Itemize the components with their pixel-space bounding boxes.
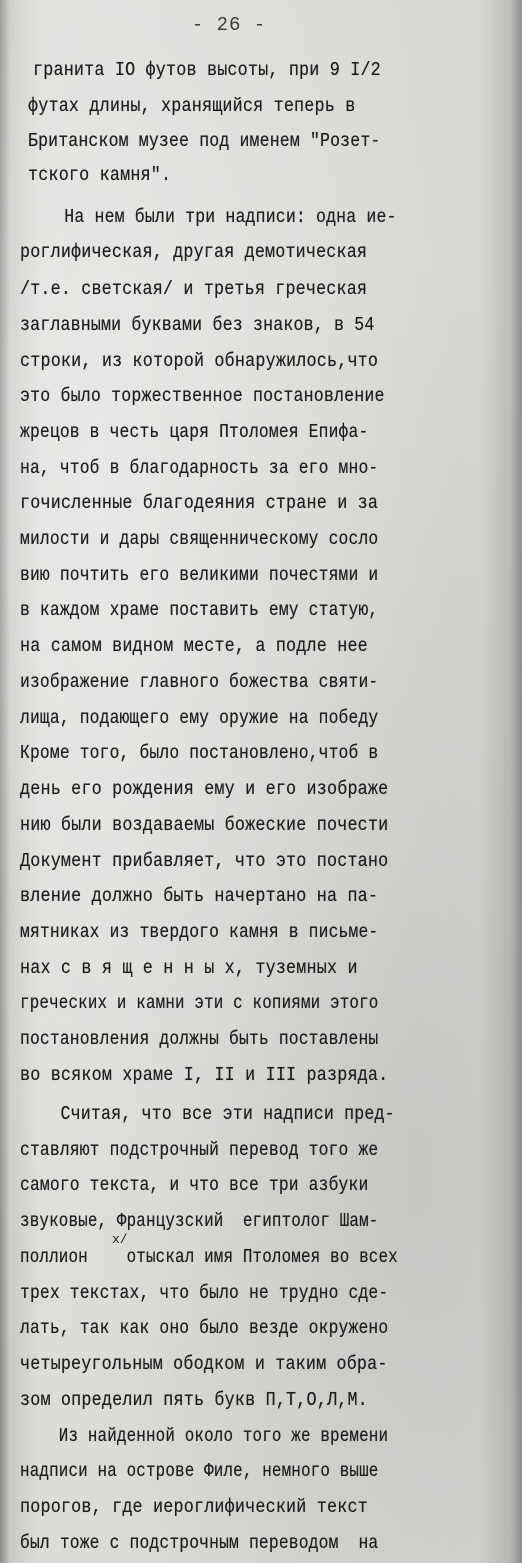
text-line: звуковые, Французский египтолог Шам- bbox=[20, 1210, 379, 1232]
text-line: вление должно быть начертано на па- bbox=[20, 885, 379, 907]
text-line: нах с в я щ е н н ы х, туземных и bbox=[20, 957, 358, 979]
text-line: Кроме того, было постановлено,чтоб в bbox=[20, 742, 379, 764]
text-line: Документ прибавляет, что это постано bbox=[20, 850, 389, 872]
text-line: тского камня". bbox=[28, 164, 172, 186]
text-line: греческих и камни эти с копиями этого bbox=[20, 992, 379, 1014]
text-line: в каждом храме поставить ему статую, bbox=[20, 599, 379, 621]
text-line: вию почтить его великими почестями и bbox=[20, 564, 379, 586]
text-line: милости и дары священническому сосло bbox=[20, 528, 379, 550]
text-line: заглавными буквами без знаков, в 54 bbox=[20, 314, 375, 336]
text-line: самого текста, и что все три азбуки bbox=[20, 1174, 369, 1196]
text-line: зом определил пять букв П,Т,О,Л,М. bbox=[20, 1389, 368, 1411]
text-line: /т.е. светская/ и третья греческая bbox=[20, 278, 368, 300]
text-line: роглифическая, другая демотическая bbox=[20, 241, 368, 263]
text-line: трех текстах, что было не трудно сде- bbox=[20, 1282, 389, 1304]
text-line: нию были воздаваемы божеские почести bbox=[20, 814, 389, 836]
text-line: строки, из которой обнаружилось,что bbox=[20, 350, 379, 372]
text-line: ставляют подстрочный перевод того же bbox=[20, 1139, 379, 1161]
text-line: постановления должны быть поставлены bbox=[20, 1028, 379, 1050]
text-line: поллион отыскал имя Птоломея во всех bbox=[20, 1246, 398, 1268]
text-line: день его рождения ему и его изображе bbox=[20, 778, 389, 800]
text-line: гранита IO футов высоты, при 9 I/2 bbox=[33, 59, 381, 81]
text-line: Считая, что все эти надписи пред- bbox=[20, 1103, 395, 1125]
footnote-mark: x/ bbox=[112, 1232, 128, 1247]
text-line: лища, подающего ему оружие на победу bbox=[20, 707, 379, 729]
text-line: это было торжественное постановление bbox=[20, 385, 385, 407]
text-line: жрецов в честь царя Птоломея Епифа- bbox=[20, 421, 369, 443]
text-line: изображение главного божества святи- bbox=[20, 671, 379, 693]
text-line: футах длины, хранящийся теперь в bbox=[28, 95, 356, 117]
text-line: порогов, где иероглифический текст bbox=[20, 1496, 368, 1518]
text-line: на, чтоб в благодарность за его мно- bbox=[20, 457, 379, 479]
text-line: надписи на острове Филе, немного выше bbox=[20, 1460, 379, 1482]
text-line: четыреугольным ободком и таким обра- bbox=[20, 1353, 388, 1375]
text-line: На нем были три надписи: одна ие- bbox=[24, 206, 397, 228]
text-line: был тоже с подстрочным переводом на bbox=[20, 1532, 379, 1554]
text-line: мятниках из твердого камня в письме- bbox=[20, 921, 379, 943]
text-line: на самом видном месте, а подле нее bbox=[20, 635, 368, 657]
text-line: лать, так как оно было везде окружено bbox=[20, 1317, 389, 1339]
text-line: Британском музее под именем "Розет- bbox=[28, 130, 381, 152]
text-line: Из найденной около того же времени bbox=[20, 1425, 389, 1447]
text-line: гочисленные благодеяния стране и за bbox=[20, 492, 379, 514]
text-line: во всяком храме I, II и III разряда. bbox=[20, 1064, 389, 1086]
page-number: - 26 - bbox=[191, 14, 267, 36]
